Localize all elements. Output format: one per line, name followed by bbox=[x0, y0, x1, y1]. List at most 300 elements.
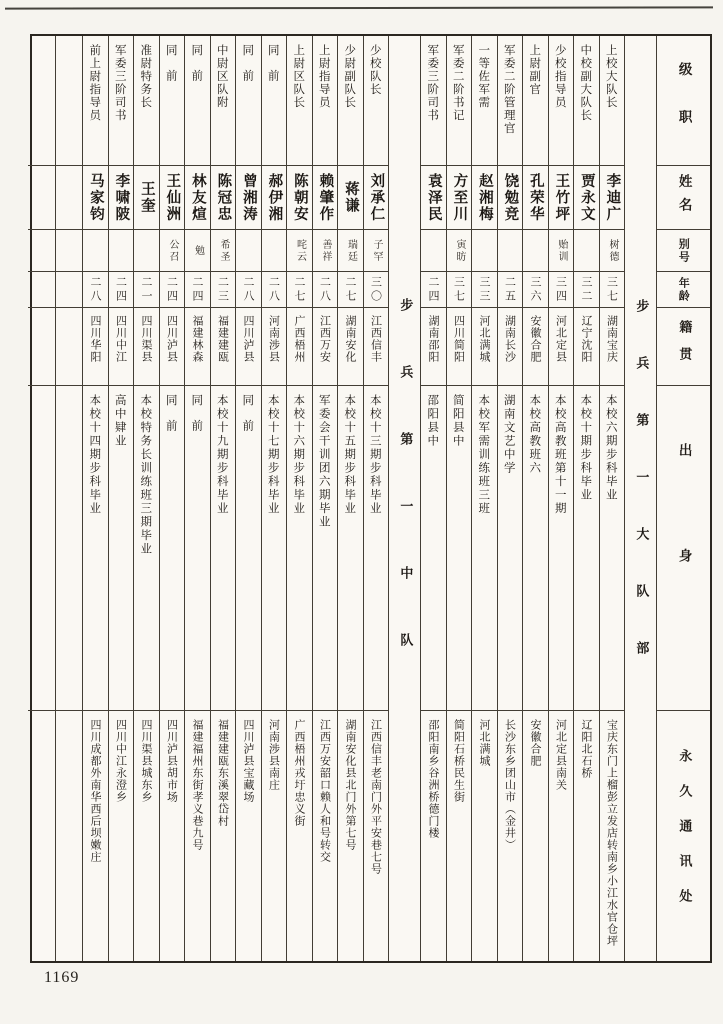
rank-cell bbox=[211, 36, 236, 166]
address-text: 简阳石桥民生街 bbox=[452, 719, 466, 803]
rank-text: 少尉副队长 bbox=[343, 44, 358, 109]
person-column bbox=[363, 36, 389, 961]
native-place-cell bbox=[549, 308, 574, 386]
byname-cell bbox=[262, 230, 287, 272]
scan-edge-artifact bbox=[5, 6, 713, 9]
address-text: 四川成都外南华西后坝嫩庄 bbox=[89, 719, 103, 863]
origin-text: 同前 bbox=[164, 394, 179, 445]
address-text: 江西信丰老南门外平安巷七号 bbox=[369, 719, 383, 875]
byname-cell bbox=[160, 230, 185, 272]
origin-cell bbox=[523, 386, 548, 711]
name-cell bbox=[447, 166, 472, 230]
address-text: 江西万安韶口赖人和号转交 bbox=[318, 719, 332, 863]
address-cell bbox=[236, 711, 261, 961]
header-age-cell bbox=[657, 272, 710, 308]
native-place-text: 四川华阳 bbox=[89, 315, 103, 363]
native-place-cell bbox=[160, 308, 185, 386]
native-place-text: 福建林森 bbox=[191, 315, 205, 363]
native-place-text: 河北满城 bbox=[478, 315, 492, 363]
name-cell bbox=[185, 166, 210, 230]
age-cell bbox=[549, 272, 574, 308]
native-place-cell bbox=[287, 308, 312, 386]
empty-cell bbox=[28, 711, 55, 961]
native-place-text: 辽宁沈阳 bbox=[580, 315, 594, 363]
group-label: 步兵第一大队部 bbox=[633, 299, 649, 698]
native-place-cell bbox=[364, 308, 389, 386]
person-column bbox=[497, 36, 523, 961]
header-native-label: 籍贯 bbox=[676, 319, 692, 374]
name-cell bbox=[523, 166, 548, 230]
native-place-cell bbox=[185, 308, 210, 386]
name-cell bbox=[262, 166, 287, 230]
origin-cell bbox=[338, 386, 363, 711]
origin-text: 军委会干训团六期毕业 bbox=[317, 394, 332, 529]
native-place-cell bbox=[83, 308, 108, 386]
address-text: 四川中江永澄乡 bbox=[114, 719, 128, 803]
native-place-text: 四川中江 bbox=[114, 315, 128, 363]
rank-cell bbox=[109, 36, 134, 166]
address-cell bbox=[574, 711, 599, 961]
address-text: 福建福州东街孝义巷九号 bbox=[191, 719, 205, 851]
address-cell bbox=[338, 711, 363, 961]
native-place-text: 四川泸县 bbox=[242, 315, 256, 363]
rank-cell bbox=[447, 36, 472, 166]
name-cell bbox=[498, 166, 523, 230]
name-text: 王仙洲 bbox=[164, 172, 181, 223]
native-place-cell bbox=[236, 308, 261, 386]
byname-text: 子罕 bbox=[371, 238, 382, 263]
name-text: 贾永文 bbox=[578, 172, 595, 223]
header-age-label: 年龄 bbox=[677, 276, 691, 303]
person-column bbox=[420, 36, 446, 961]
name-cell bbox=[472, 166, 497, 230]
address-cell bbox=[421, 711, 446, 961]
origin-cell bbox=[185, 386, 210, 711]
name-cell bbox=[236, 166, 261, 230]
native-place-text: 湖南邵阳 bbox=[427, 315, 441, 363]
origin-cell bbox=[364, 386, 389, 711]
rank-text: 军委三阶司书 bbox=[113, 44, 128, 122]
header-byname-label: 别号 bbox=[677, 237, 691, 264]
rank-text: 军委二阶管理官 bbox=[502, 44, 517, 135]
address-text: 四川泸县胡市场 bbox=[165, 719, 179, 803]
origin-text: 本校高教班六 bbox=[528, 394, 543, 475]
name-text: 饶勉竞 bbox=[502, 172, 519, 223]
rank-text: 前上尉指导员 bbox=[88, 44, 103, 122]
rank-text: 军委三阶司书 bbox=[426, 44, 441, 122]
person-column bbox=[522, 36, 548, 961]
native-place-text: 福建建瓯 bbox=[216, 315, 230, 363]
age-cell bbox=[134, 272, 159, 308]
origin-cell bbox=[287, 386, 312, 711]
address-cell bbox=[447, 711, 472, 961]
rank-cell bbox=[600, 36, 625, 166]
address-text: 长沙东乡团山市（金井） bbox=[503, 719, 517, 851]
person-column bbox=[133, 36, 159, 961]
name-cell bbox=[364, 166, 389, 230]
origin-text: 本校十六期步科毕业 bbox=[292, 394, 307, 516]
name-text: 方至川 bbox=[451, 172, 468, 223]
byname-cell bbox=[134, 230, 159, 272]
origin-text: 简阳县中 bbox=[451, 394, 466, 448]
address-text: 四川泸县宝藏场 bbox=[242, 719, 256, 803]
name-text: 郝伊湘 bbox=[266, 172, 283, 223]
age-cell bbox=[498, 272, 523, 308]
name-cell bbox=[338, 166, 363, 230]
origin-cell bbox=[472, 386, 497, 711]
age-cell bbox=[262, 272, 287, 308]
name-cell bbox=[211, 166, 236, 230]
address-text: 河北满城 bbox=[478, 719, 492, 767]
rank-text: 一等佐军需 bbox=[477, 44, 492, 109]
age-cell bbox=[185, 272, 210, 308]
header-rank-label: 级职 bbox=[675, 62, 692, 157]
address-cell bbox=[472, 711, 497, 961]
rank-text: 上校大队长 bbox=[604, 44, 619, 109]
age-text: 三七 bbox=[452, 275, 466, 304]
origin-text: 本校六期步科毕业 bbox=[604, 394, 619, 502]
name-text: 李啸陂 bbox=[113, 172, 130, 223]
byname-text: 寅昉 bbox=[454, 238, 465, 263]
empty-cell bbox=[56, 166, 82, 230]
age-cell bbox=[447, 272, 472, 308]
empty-cell bbox=[56, 36, 82, 166]
byname-text: 贻训 bbox=[556, 238, 567, 263]
native-place-text: 广西梧州 bbox=[293, 315, 307, 363]
rank-text: 上尉指导员 bbox=[317, 44, 332, 109]
native-place-cell bbox=[447, 308, 472, 386]
byname-cell bbox=[83, 230, 108, 272]
age-text: 二七 bbox=[344, 275, 358, 304]
byname-cell bbox=[523, 230, 548, 272]
byname-text: 勉 bbox=[192, 244, 204, 257]
rank-text: 同前 bbox=[241, 44, 256, 95]
person-column bbox=[159, 36, 185, 961]
address-text: 安徽合肥 bbox=[529, 719, 543, 767]
header-origin-label: 出身 bbox=[675, 442, 692, 654]
age-cell bbox=[83, 272, 108, 308]
origin-cell bbox=[549, 386, 574, 711]
header-name-cell bbox=[657, 166, 710, 230]
empty-cell bbox=[28, 230, 55, 272]
person-column bbox=[210, 36, 236, 961]
byname-cell bbox=[211, 230, 236, 272]
page-number: 1169 bbox=[44, 969, 80, 986]
native-place-text: 四川泸县 bbox=[165, 315, 179, 363]
person-column bbox=[599, 36, 625, 961]
byname-cell bbox=[236, 230, 261, 272]
group-label-column bbox=[624, 36, 656, 961]
byname-cell bbox=[447, 230, 472, 272]
rank-cell bbox=[83, 36, 108, 166]
empty-cell bbox=[56, 308, 82, 386]
native-place-cell bbox=[211, 308, 236, 386]
name-text: 陈冠忠 bbox=[215, 172, 232, 223]
address-text: 河北定县南关 bbox=[554, 719, 568, 791]
native-place-cell bbox=[498, 308, 523, 386]
native-place-text: 江西万安 bbox=[318, 315, 332, 363]
person-column bbox=[337, 36, 363, 961]
name-cell bbox=[134, 166, 159, 230]
name-cell bbox=[600, 166, 625, 230]
name-text: 袁泽民 bbox=[425, 172, 442, 223]
byname-text: 咤云 bbox=[294, 238, 306, 263]
age-text: 二一 bbox=[140, 275, 154, 304]
origin-cell bbox=[160, 386, 185, 711]
native-place-cell bbox=[109, 308, 134, 386]
empty-cell bbox=[56, 711, 82, 961]
native-place-text: 江西信丰 bbox=[369, 315, 383, 363]
native-place-cell bbox=[472, 308, 497, 386]
name-text: 孔荣华 bbox=[527, 172, 544, 223]
byname-cell bbox=[472, 230, 497, 272]
age-cell bbox=[600, 272, 625, 308]
byname-cell bbox=[313, 230, 338, 272]
name-text: 王竹坪 bbox=[553, 172, 570, 223]
age-text: 三七 bbox=[605, 275, 619, 304]
age-text: 二八 bbox=[89, 275, 103, 304]
byname-cell bbox=[600, 230, 625, 272]
name-text: 王奎 bbox=[138, 181, 155, 214]
byname-text: 公召 bbox=[167, 238, 178, 263]
address-text: 福建建瓯东溪翠岱村 bbox=[216, 719, 230, 827]
person-column bbox=[184, 36, 210, 961]
age-cell bbox=[109, 272, 134, 308]
age-text: 二四 bbox=[114, 275, 128, 304]
rank-cell bbox=[262, 36, 287, 166]
native-place-text: 四川渠县 bbox=[140, 315, 154, 363]
header-rank-cell bbox=[657, 36, 710, 166]
byname-cell bbox=[287, 230, 312, 272]
rank-cell bbox=[287, 36, 312, 166]
age-text: 三〇 bbox=[369, 275, 383, 304]
address-cell bbox=[523, 711, 548, 961]
name-text: 陈朝安 bbox=[291, 172, 308, 223]
rank-text: 中校副大队长 bbox=[579, 44, 594, 122]
byname-cell bbox=[185, 230, 210, 272]
origin-cell bbox=[109, 386, 134, 711]
age-text: 二八 bbox=[242, 275, 256, 304]
rank-cell bbox=[160, 36, 185, 166]
rank-cell bbox=[338, 36, 363, 166]
byname-text: 善祥 bbox=[320, 238, 331, 263]
name-text: 刘承仁 bbox=[368, 172, 385, 223]
native-place-cell bbox=[338, 308, 363, 386]
person-column bbox=[312, 36, 338, 961]
name-cell bbox=[574, 166, 599, 230]
address-cell bbox=[134, 711, 159, 961]
name-cell bbox=[287, 166, 312, 230]
byname-text: 希圣 bbox=[218, 238, 229, 263]
age-text: 二三 bbox=[216, 275, 230, 304]
person-column bbox=[235, 36, 261, 961]
age-cell bbox=[287, 272, 312, 308]
name-cell bbox=[83, 166, 108, 230]
origin-cell bbox=[600, 386, 625, 711]
native-place-text: 四川简阳 bbox=[452, 315, 466, 363]
byname-cell bbox=[338, 230, 363, 272]
native-place-text: 河南涉县 bbox=[267, 315, 281, 363]
person-column bbox=[446, 36, 472, 961]
person-column bbox=[573, 36, 599, 961]
age-text: 三三 bbox=[478, 275, 492, 304]
empty-cell bbox=[28, 308, 55, 386]
header-address-cell bbox=[657, 711, 710, 961]
empty-cell bbox=[56, 230, 82, 272]
address-cell bbox=[83, 711, 108, 961]
name-text: 蒋谦 bbox=[342, 181, 359, 214]
rank-cell bbox=[549, 36, 574, 166]
rank-cell bbox=[313, 36, 338, 166]
rank-text: 同前 bbox=[164, 44, 179, 95]
empty-column bbox=[28, 36, 55, 961]
native-place-cell bbox=[523, 308, 548, 386]
address-cell bbox=[185, 711, 210, 961]
rank-cell bbox=[523, 36, 548, 166]
origin-text: 本校十五期步科毕业 bbox=[343, 394, 358, 516]
origin-cell bbox=[574, 386, 599, 711]
native-place-cell bbox=[600, 308, 625, 386]
address-cell bbox=[211, 711, 236, 961]
age-text: 二八 bbox=[267, 275, 281, 304]
rank-cell bbox=[134, 36, 159, 166]
native-place-text: 安徽合肥 bbox=[529, 315, 543, 363]
address-text: 湖南安化县北门外第七号 bbox=[344, 719, 358, 851]
person-column bbox=[82, 36, 108, 961]
rank-cell bbox=[421, 36, 446, 166]
age-cell bbox=[364, 272, 389, 308]
age-text: 二七 bbox=[293, 275, 307, 304]
native-place-cell bbox=[421, 308, 446, 386]
rank-text: 少校指导员 bbox=[553, 44, 568, 109]
age-cell bbox=[421, 272, 446, 308]
byname-text: 树德 bbox=[607, 238, 618, 263]
age-cell bbox=[313, 272, 338, 308]
age-cell bbox=[523, 272, 548, 308]
origin-text: 本校十四期步科毕业 bbox=[88, 394, 103, 516]
byname-cell bbox=[549, 230, 574, 272]
address-cell bbox=[109, 711, 134, 961]
address-text: 辽阳北石桥 bbox=[580, 719, 594, 779]
native-place-text: 湖南长沙 bbox=[503, 315, 517, 363]
person-column bbox=[261, 36, 287, 961]
empty-cell bbox=[28, 272, 55, 308]
native-place-cell bbox=[262, 308, 287, 386]
name-text: 林友煊 bbox=[189, 172, 206, 223]
header-origin-cell bbox=[657, 386, 710, 711]
age-cell bbox=[160, 272, 185, 308]
address-cell bbox=[549, 711, 574, 961]
age-text: 二四 bbox=[191, 275, 205, 304]
byname-cell bbox=[498, 230, 523, 272]
rank-cell bbox=[574, 36, 599, 166]
rank-cell bbox=[364, 36, 389, 166]
byname-cell bbox=[109, 230, 134, 272]
group-label: 步兵第一中队 bbox=[397, 297, 413, 700]
age-cell bbox=[338, 272, 363, 308]
origin-cell bbox=[236, 386, 261, 711]
header-column bbox=[656, 36, 710, 961]
name-text: 赵湘梅 bbox=[476, 172, 493, 223]
origin-text: 本校十期步科毕业 bbox=[579, 394, 594, 502]
empty-cell bbox=[28, 386, 55, 711]
person-column bbox=[548, 36, 574, 961]
address-cell bbox=[287, 711, 312, 961]
rank-cell bbox=[236, 36, 261, 166]
address-text: 邵阳南乡谷洲桥德门楼 bbox=[427, 719, 441, 839]
rank-text: 上尉副官 bbox=[528, 44, 543, 96]
origin-cell bbox=[421, 386, 446, 711]
roster-table bbox=[30, 34, 712, 963]
origin-text: 同前 bbox=[190, 394, 205, 445]
native-place-text: 河北定县 bbox=[554, 315, 568, 363]
name-cell bbox=[160, 166, 185, 230]
address-text: 河南涉县南庄 bbox=[267, 719, 281, 791]
header-native-cell bbox=[657, 308, 710, 386]
origin-text: 湖南文艺中学 bbox=[502, 394, 517, 475]
rank-cell bbox=[498, 36, 523, 166]
rank-text: 准尉特务长 bbox=[139, 44, 154, 109]
origin-text: 邵阳县中 bbox=[426, 394, 441, 448]
name-text: 马家钧 bbox=[87, 172, 104, 223]
origin-cell bbox=[313, 386, 338, 711]
header-address-label: 永久通讯处 bbox=[676, 748, 692, 924]
origin-text: 高中肄业 bbox=[113, 394, 128, 448]
byname-cell bbox=[574, 230, 599, 272]
group-label-column bbox=[388, 36, 420, 961]
rank-text: 上尉区队长 bbox=[292, 44, 307, 109]
empty-column bbox=[55, 36, 82, 961]
origin-text: 本校十九期步科毕业 bbox=[215, 394, 230, 516]
name-text: 赖肇作 bbox=[317, 172, 334, 223]
name-cell bbox=[109, 166, 134, 230]
age-cell bbox=[236, 272, 261, 308]
native-place-cell bbox=[313, 308, 338, 386]
address-cell bbox=[160, 711, 185, 961]
name-cell bbox=[313, 166, 338, 230]
origin-cell bbox=[83, 386, 108, 711]
person-column bbox=[471, 36, 497, 961]
rank-cell bbox=[472, 36, 497, 166]
rank-text: 同前 bbox=[190, 44, 205, 95]
address-text: 宝庆东门上榴彭立发店转南乡小江水官仓坪 bbox=[605, 719, 619, 947]
age-text: 二八 bbox=[318, 275, 332, 304]
name-cell bbox=[421, 166, 446, 230]
name-text: 曾湘涛 bbox=[240, 172, 257, 223]
byname-cell bbox=[421, 230, 446, 272]
name-text: 李迪广 bbox=[604, 172, 621, 223]
address-text: 四川渠县城东乡 bbox=[140, 719, 154, 803]
header-name-label: 姓名 bbox=[675, 174, 692, 221]
byname-cell bbox=[364, 230, 389, 272]
age-text: 三四 bbox=[554, 275, 568, 304]
origin-cell bbox=[262, 386, 287, 711]
origin-text: 同前 bbox=[241, 394, 256, 445]
age-cell bbox=[472, 272, 497, 308]
address-cell bbox=[600, 711, 625, 961]
age-cell bbox=[211, 272, 236, 308]
address-text: 广西梧州戎圩忠义街 bbox=[293, 719, 307, 827]
origin-cell bbox=[134, 386, 159, 711]
age-text: 二四 bbox=[427, 275, 441, 304]
rank-text: 少校队长 bbox=[368, 44, 383, 96]
age-text: 三二 bbox=[580, 275, 594, 304]
origin-cell bbox=[211, 386, 236, 711]
native-place-text: 湖南安化 bbox=[344, 315, 358, 363]
rank-text: 中尉区队附 bbox=[215, 44, 230, 109]
address-cell bbox=[313, 711, 338, 961]
native-place-cell bbox=[574, 308, 599, 386]
